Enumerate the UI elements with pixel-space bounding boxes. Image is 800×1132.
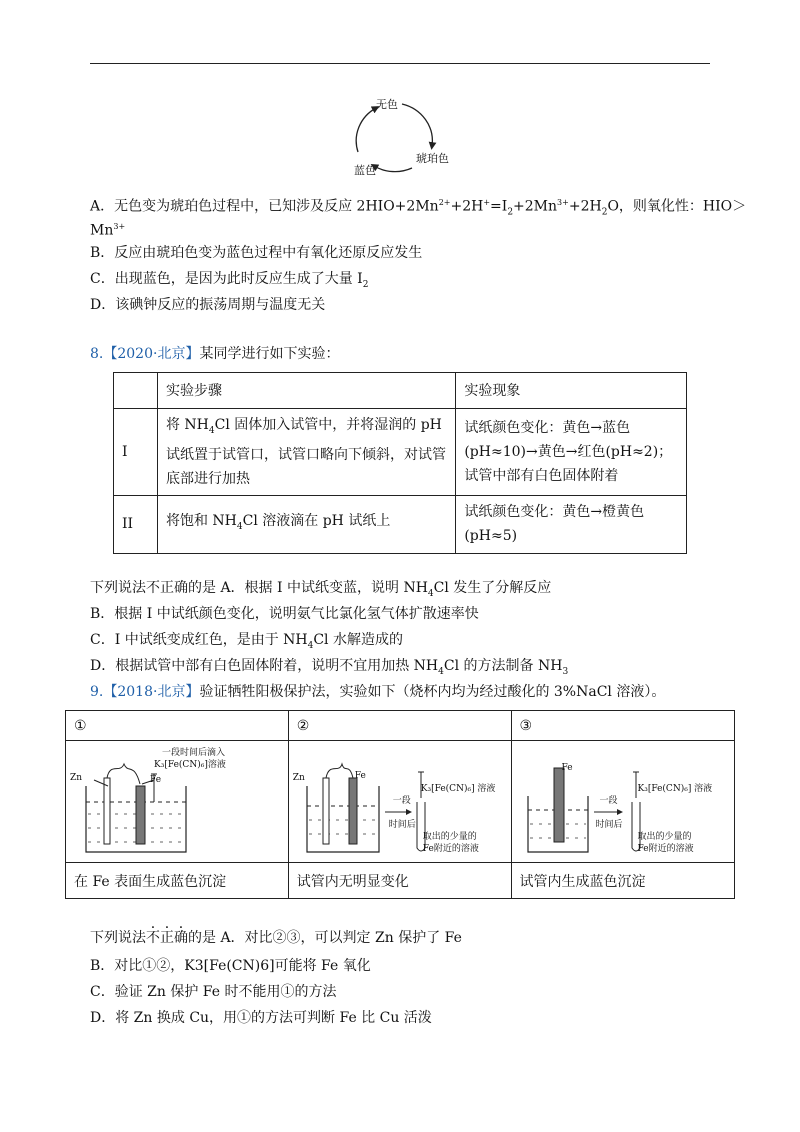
q8-row2-step: 将饱和 $NH_4Cl$ 溶液滴在 pH 试纸上	[157, 495, 455, 553]
q7-option-b: B．反应由琥珀色变为蓝色过程中有氧化还原反应发生	[90, 245, 423, 261]
fig3-take-1: 取出的少量的	[637, 832, 692, 842]
q8-row2-phenomenon: 试纸颜色变化：黄色→橙黄色(pH≈5)	[456, 495, 687, 553]
q9-figure-row	[66, 741, 735, 863]
fig2-reagent: K₃[Fe(CN)₆] 溶液	[420, 784, 496, 794]
beaker-diagram-3	[520, 744, 725, 859]
q9-figure-2	[288, 741, 511, 863]
q8-number: 8.	[90, 346, 104, 362]
q9-figure-1	[66, 741, 289, 863]
q8-row1-phenomenon: 试纸颜色变化：黄色→蓝色(pH≈10)→黄色→红色(pH≈2)；试管中部有白色固体附着	[456, 409, 687, 496]
q9-result-1: 在 Fe 表面生成蓝色沉淀	[66, 863, 289, 899]
q8-header-step: 实验步骤	[157, 373, 455, 409]
q8-stem: 8.【2020·北京】某同学进行如下实验：	[90, 346, 340, 362]
q9-table-header	[66, 711, 735, 741]
q8-table-row	[114, 409, 687, 496]
q9-figure-3	[511, 741, 735, 863]
q8-option-b: B．根据 I 中试纸颜色变化，说明氨气比氯化氢气体扩散速率快	[90, 606, 479, 622]
q8-row1-step: 将 $NH_4Cl$ 固体加入试管中，并将湿润的 pH 试纸置于试管口，试管口略向下倾斜，对试管底部进行加热	[157, 409, 455, 496]
q9-col-3: ③	[511, 711, 735, 741]
q8-table-header	[114, 373, 687, 409]
q8-option-c: C．I 中试纸变成红色，是由于 $NH_4Cl$ 水解造成的	[90, 632, 403, 651]
q9-col-1: ①	[66, 711, 289, 741]
q9-number: 9.	[90, 684, 104, 700]
q9-col-2: ②	[288, 711, 511, 741]
fig2-time-1: 一段	[392, 796, 411, 806]
fig2-time-2: 时间后	[388, 820, 416, 830]
q8-header-phenomenon: 实验现象	[456, 373, 687, 409]
q7-option-a: A．无色变为琥珀色过程中，已知涉及反应 $2HIO+2Mn^{2+}+2H^+=I_2+2Mn^{3+}+2H_2O$，则氧化性：HIO＞	[90, 198, 747, 218]
q9-source: 【2018·北京】	[103, 684, 200, 700]
q9-option-d: D．将 Zn 换成 Cu，用①的方法可判断 Fe 比 Cu 活泼	[90, 1010, 432, 1026]
arc-bottom	[374, 166, 412, 172]
q9-result-3: 试管内生成蓝色沉淀	[511, 863, 735, 899]
q7-option-a-cont: $Mn^{3+}$	[90, 222, 126, 239]
q7-option-d: D．该碘钟反应的振荡周期与温度无关	[90, 297, 326, 313]
q8-source: 【2020·北京】	[103, 346, 200, 362]
fig1-fe-label: Fe	[150, 775, 162, 785]
fig2-take-2: Fe附近的溶液	[422, 844, 479, 854]
fig3-take-2: Fe附近的溶液	[637, 844, 694, 854]
q8-table	[113, 372, 687, 554]
header-rule	[90, 63, 710, 64]
fig2-zn-label: Zn	[292, 773, 305, 783]
emphasis-not-correct: 不正确	[146, 930, 188, 946]
q9-option-c: C．验证 Zn 保护 Fe 时不能用①的方法	[90, 984, 337, 1000]
fig2-fe-label: Fe	[354, 771, 366, 781]
q9-stem: 9.【2018·北京】验证牺牲阳极保护法，实验如下（烧杯内均为经过酸化的 3%NaCl 溶液）。	[90, 684, 666, 700]
arc-left	[356, 108, 376, 152]
cycle-label-colorless: 无色	[376, 98, 398, 111]
fig1-label-wait: 一段时间后滴入	[162, 748, 226, 758]
fig2-take-1: 取出的少量的	[422, 832, 477, 842]
fig1-zn-label: Zn	[70, 773, 83, 783]
q9-result-row	[66, 863, 735, 899]
fig1-label-reagent: K₃[Fe(CN)₆]溶液	[154, 760, 226, 770]
q8-row1-id: I	[114, 409, 158, 496]
cycle-label-blue: 蓝色	[354, 164, 376, 177]
q9-option-a: 下列说法不正确的是 A．对比②③，可以判定 Zn 保护了 Fe	[90, 930, 462, 946]
arc-top-right	[402, 104, 432, 146]
q9-option-b: B．对比①②，K3[Fe(CN)6]可能将 Fe 氧化	[90, 958, 371, 974]
q7-option-c: C．出现蓝色，是因为此时反应生成了大量 $I_2$	[90, 271, 369, 290]
fig3-time-1: 一段	[599, 796, 618, 806]
q9-table	[65, 710, 735, 899]
fig3-reagent: K₃[Fe(CN)₆] 溶液	[637, 784, 713, 794]
fig3-time-2: 时间后	[595, 820, 623, 830]
q8-row2-id: II	[114, 495, 158, 553]
fig3-fe-label: Fe	[561, 763, 573, 773]
cycle-diagram	[340, 90, 460, 185]
q8-option-a: 下列说法不正确的是 A．根据 I 中试纸变蓝，说明 $NH_4Cl$ 发生了分解反应	[90, 580, 552, 599]
cycle-label-amber: 琥珀色	[416, 152, 449, 165]
q9-result-2: 试管内无明显变化	[288, 863, 511, 899]
q8-table-row	[114, 495, 687, 553]
q8-option-d: D．根据试管中部有白色固体附着，说明不宜用加热 $NH_4Cl$ 的方法制备 $NH_3$	[90, 658, 569, 677]
